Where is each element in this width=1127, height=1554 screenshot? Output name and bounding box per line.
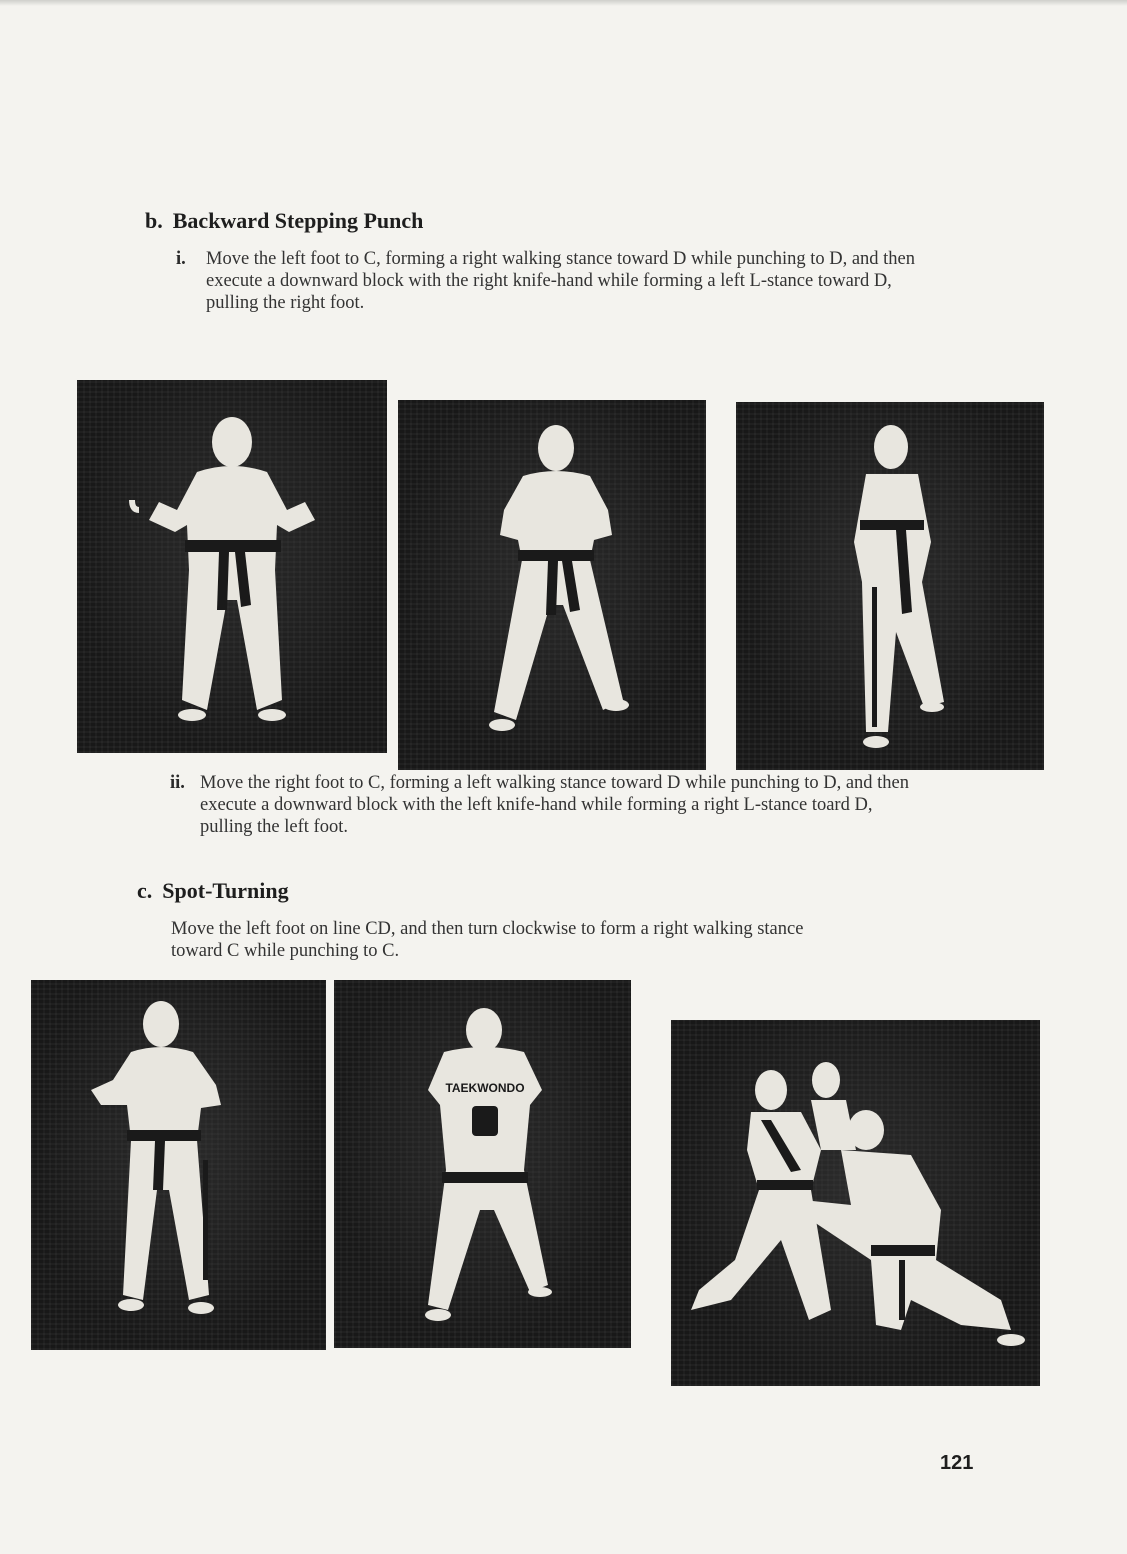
section-c-heading xyxy=(137,878,289,904)
figure-front-fists-at-hips-illustration xyxy=(77,380,387,753)
section-b-title: Backward Stepping Punch xyxy=(172,208,424,233)
section-b-heading xyxy=(145,208,423,234)
section-b-marker: b. xyxy=(145,208,163,233)
photo-figure-front-fists-at-hips xyxy=(77,380,387,753)
page-top-edge xyxy=(0,0,1127,6)
step-i-paragraph xyxy=(176,248,916,314)
step-ii-paragraph xyxy=(170,772,915,838)
section-c-marker: c. xyxy=(137,878,153,903)
photo-figure-side-l-stance xyxy=(736,402,1044,770)
step-ii-text: Move the right foot to C, forming a left walking stance toward D while punching to D, and then execute a downward block with the left knife-hand while forming a right L-stance toard D, pulling the left foot. xyxy=(200,773,910,837)
section-c-paragraph xyxy=(171,918,831,962)
figure-back-view-illustration xyxy=(334,980,631,1348)
step-i-text: Move the left foot to C, forming a right walking stance toward D while punching to D, and then execute a downward block with the right knife-hand while forming a left L-stance toward D, pulling the right foot. xyxy=(206,249,916,313)
section-c-text: Move the left foot on line CD, and then turn clockwise to form a right walking stance toward C while punching to C. xyxy=(171,919,804,961)
figure-pair-sparring-illustration xyxy=(671,1020,1040,1386)
page-number: 121 xyxy=(940,1452,974,1474)
photo-figure-back-view xyxy=(334,980,631,1348)
step-ii-marker: ii. xyxy=(170,773,185,793)
section-c-title: Spot-Turning xyxy=(162,878,289,903)
step-i-marker: i. xyxy=(176,249,186,269)
figure-front-fist-guard-illustration xyxy=(31,980,326,1350)
photo-figure-front-walking-stance xyxy=(398,400,706,770)
figure-side-l-stance-illustration xyxy=(736,402,1044,770)
photo-figure-front-fist-guard xyxy=(31,980,326,1350)
photo-figure-pair-sparring xyxy=(671,1020,1040,1386)
figure-front-walking-stance-illustration xyxy=(398,400,706,770)
uniform-back-print: TAEKWONDO xyxy=(445,1081,525,1095)
